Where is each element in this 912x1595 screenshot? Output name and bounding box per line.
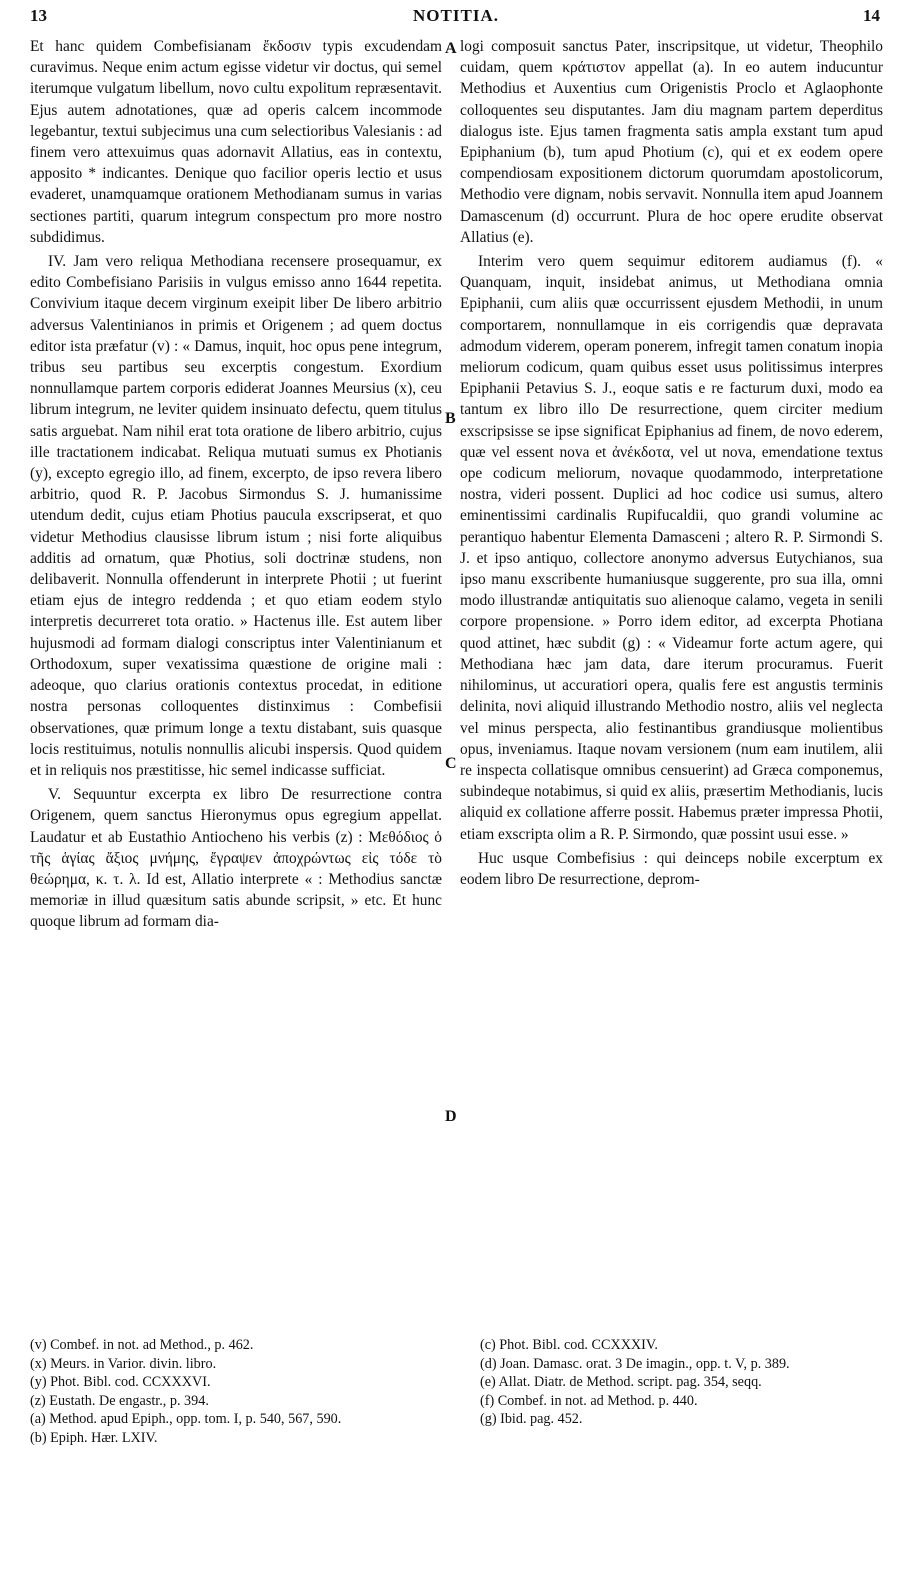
footnote: (e) Allat. Diatr. de Method. script. pag. 354, seqq. bbox=[480, 1374, 762, 1391]
footnote: (d) Joan. Damasc. orat. 3 De imagin., opp. t. V, p. 389. bbox=[480, 1355, 790, 1372]
right-column bbox=[460, 36, 883, 890]
margin-marker-d: D bbox=[445, 1108, 457, 1125]
page-number-right: 14 bbox=[863, 6, 880, 25]
margin-marker-c: C bbox=[445, 755, 457, 772]
footnote: (f) Combef. in not. ad Method. p. 440. bbox=[480, 1392, 698, 1409]
footnote: (z) Eustath. De engastr., p. 394. bbox=[30, 1392, 209, 1409]
paragraph: IV. Jam vero reliqua Methodiana recensere prosequamur, ex edito Combefisiano Parisiis in vulgus emisso anno 1644 repetita. Convivium itaque decem virginum exeipit liber De libero arbitrio adversus Valentinianos in primis et Origenem ; ad quem doctus editor ista præfatur (v) : « Damus, inquit, hoc opus pene integrum, tribus seu partibus seu excerptis congestum. Exordium nonnullamque partem corporis ediderat Joannes Meursius (x), ceu librum integrum, ne leviter quidem insinuato defectu, quem titulus satis arguebat. Nam nihil erat tota oratione de libero arbitrio, cujus ille tractationem indicabat. Reliqua mutuati sumus ex Photianis (y), excepto egregio illo, ad finem, excerpto, de ipso revera libero arbitrio, quod R. P. Jacobus Sirmondus S. J. humanissime utendum dedit, cujus etiam Photius paucula exscripserat, et quo videtur Methodius clausisse librum istum ; nisi forte aliquibus additis ad ornatum, quæ Photius, soli doctrinæ studens, non delibaverit. Nonnulla offenderunt in interprete Photii ; ut fuerint etiam ejus de integro reddenda ; et quo etiam eodem stylo interpretis decurreret tota oratio. » Hactenus ille. Est autem liber hujusmodi ad formam dialogi conscriptus inter Valentinianum et Orthodoxum, super vexatissima quæstione de origine mali : adeoque, quo clarius orationis contextus procedat, in editione nostra personas colloquentes distinximus : Combefisii observationes, quæ primum longe a textu distabant, suis quasque locis restituimus, notulis nonnullis alicubi inspersis. Quod quidem et in reliquis nos præstitisse, hic semel indicasse sufficiat. bbox=[30, 253, 442, 779]
footnote: (v) Combef. in not. ad Method., p. 462. bbox=[30, 1337, 254, 1353]
footnote: (x) Meurs. in Varior. divin. libro. bbox=[30, 1355, 217, 1372]
paragraph: V. Sequuntur excerpta ex libro De resurrectione contra Origenem, quem sanctus Hieronymus opus egregium appellat. Laudatur et ab Eustathio Antiocheno his verbis (z) : Μεθόδιος ὁ τῆς ἁγίας ἄξιος μνήμης, ἔγραψεν ἀποχρώντως εἰς τόδε τὸ θεώρημα, κ. τ. λ. Id est, Allatio interprete « : Methodius sanctæ memoriæ in illud quæsitum satis abunde scripsit, » etc. Et hunc quoque librum ad formam dia- bbox=[30, 786, 442, 931]
footnote: (y) Phot. Bibl. cod. CCXXXVI. bbox=[30, 1374, 211, 1391]
page-header bbox=[0, 6, 912, 30]
paragraph: Huc usque Combefisius : qui deinceps nobile excerptum ex eodem libro De resurrectione, deprom- bbox=[460, 849, 883, 888]
margin-marker-a: A bbox=[445, 40, 457, 57]
footnote: (b) Epiph. Hær. LXIV. bbox=[30, 1429, 158, 1446]
paragraph: logi composuit sanctus Pater, inscripsitque, ut videtur, Theophilo cuidam, quem κράτιστον appellat (a). In eo autem inducuntur Methodius et Auxentius cum Origenistis Proclo et Aglaophonte colloquentes seu disputantes. Jam diu magnam partem deperditus dialogus iste. Ejus tamen fragmenta satis ampla exstant tum apud Epiphanium (b), tum apud Photium (c), qui et ex eodem opere compendiosam expositionem dictorum quorumdam apostolicorum, Methodio vere dignam, nobis servavit. Nonnulla item apud Joannem Damascenum (d) occurrunt. Plura de hoc opere erudite observat Allatius (e). bbox=[460, 38, 883, 246]
paragraph: Et hanc quidem Combefisianam ἔκδοσιν typis excudendam curavimus. Neque enim actum egisse videtur vir doctus, qui semel iterumque vulgatum libellum, novo cultu expolitum repræsentavit. Ejus autem adnotationes, quæ ad operis calcem incommode legebantur, textui subjecimus una cum selectioribus Valesianis : ad finem vero attexuimus quas adornavit Allatius, eas in contextu, apposito * indicantes. Denique quo facilior operis lectio et usus evaderet, unamquamque orationem Methodianam sumus in varias sectiones partiti, quarum integrum conspectum pro more nostro subdidimus. bbox=[30, 38, 442, 246]
running-title: NOTITIA. bbox=[413, 6, 499, 25]
footnote: (g) Ibid. pag. 452. bbox=[480, 1411, 583, 1428]
footnote: (a) Method. apud Epiph., opp. tom. I, p. 540, 567, 590. bbox=[30, 1411, 342, 1428]
paragraph: Interim vero quem sequimur editorem audiamus (f). « Quanquam, inquit, insidebat animus, ut Methodiana omnia Epiphanii, cum aliis quæ occurrissent ejusdem Methodii, in unum comportarem, nonnullamque in eis corrigendis quæ depravata admodum viderem, operam ponerem, infregit tamen conatum inopia meliorum codicum, quam quibus esset usus politissimus interpres Epiphanii Petavius S. J., eoque satis e re facturum duxi, modo ea tantum ex libro illo De resurrectione, quem circiter medium exscripsisse se ipse significat Epiphanius ad finem, de novo ederem, quæ vel essent nova et ἀνέκδοτα, vel ut nova, emendatione textus ope codicum meliorum, novaque quodammodo, interpretatione nostra, videri possent. Duplici ad hoc codice usi sumus, altero eminentissimi cardinalis Rupifucaldii, quo grandi volumine ac perantiquo habentur Elementa Damasceni ; altero R. P. Sirmondi S. J. et ipso antiquo, collectore anonymo adversus Eutychianos, sua ipso manu exscribente humaniusque suggerente, pro sua illa, omni modo illustrandæ antiquitatis suo alienoque calamo, vegeta in senili corpore propensione. » Porro idem editor, ad excerpta Photiana quod attinet, hæc subdit (g) : « Videamur forte actum agere, qui Methodiana hæc jam data, dare iterum procuramus. Fuerit nihilominus, ut accuratiori opera, qualis fere est angustis terminis delinita, novi aliquid illustrando Methodio nostro, aliis vel neglecta vel minus perspecta, alio festinantibus grandiusque molientibus opus, inveniamus. Itaque novam versionem (num eam inutilem, alii re inspecta collatisque omnibus censuerint) ad Græca componemus, subindeque notabimus, si quid ex aliis, præsertim Methodianis, lucis aliquid ex collatione afferre possit. Habemus præter impressa Photii, etiam exscripta olim a R. P. Sirmondo, quæ possint usui esse. » bbox=[460, 253, 883, 843]
footnotes-right bbox=[480, 1336, 880, 1429]
page-number-left: 13 bbox=[30, 6, 47, 25]
footnote: (c) Phot. Bibl. cod. CCXXXIV. bbox=[480, 1337, 658, 1353]
margin-marker-b: B bbox=[445, 410, 456, 427]
footnotes-left bbox=[30, 1336, 445, 1448]
left-column bbox=[30, 36, 442, 933]
